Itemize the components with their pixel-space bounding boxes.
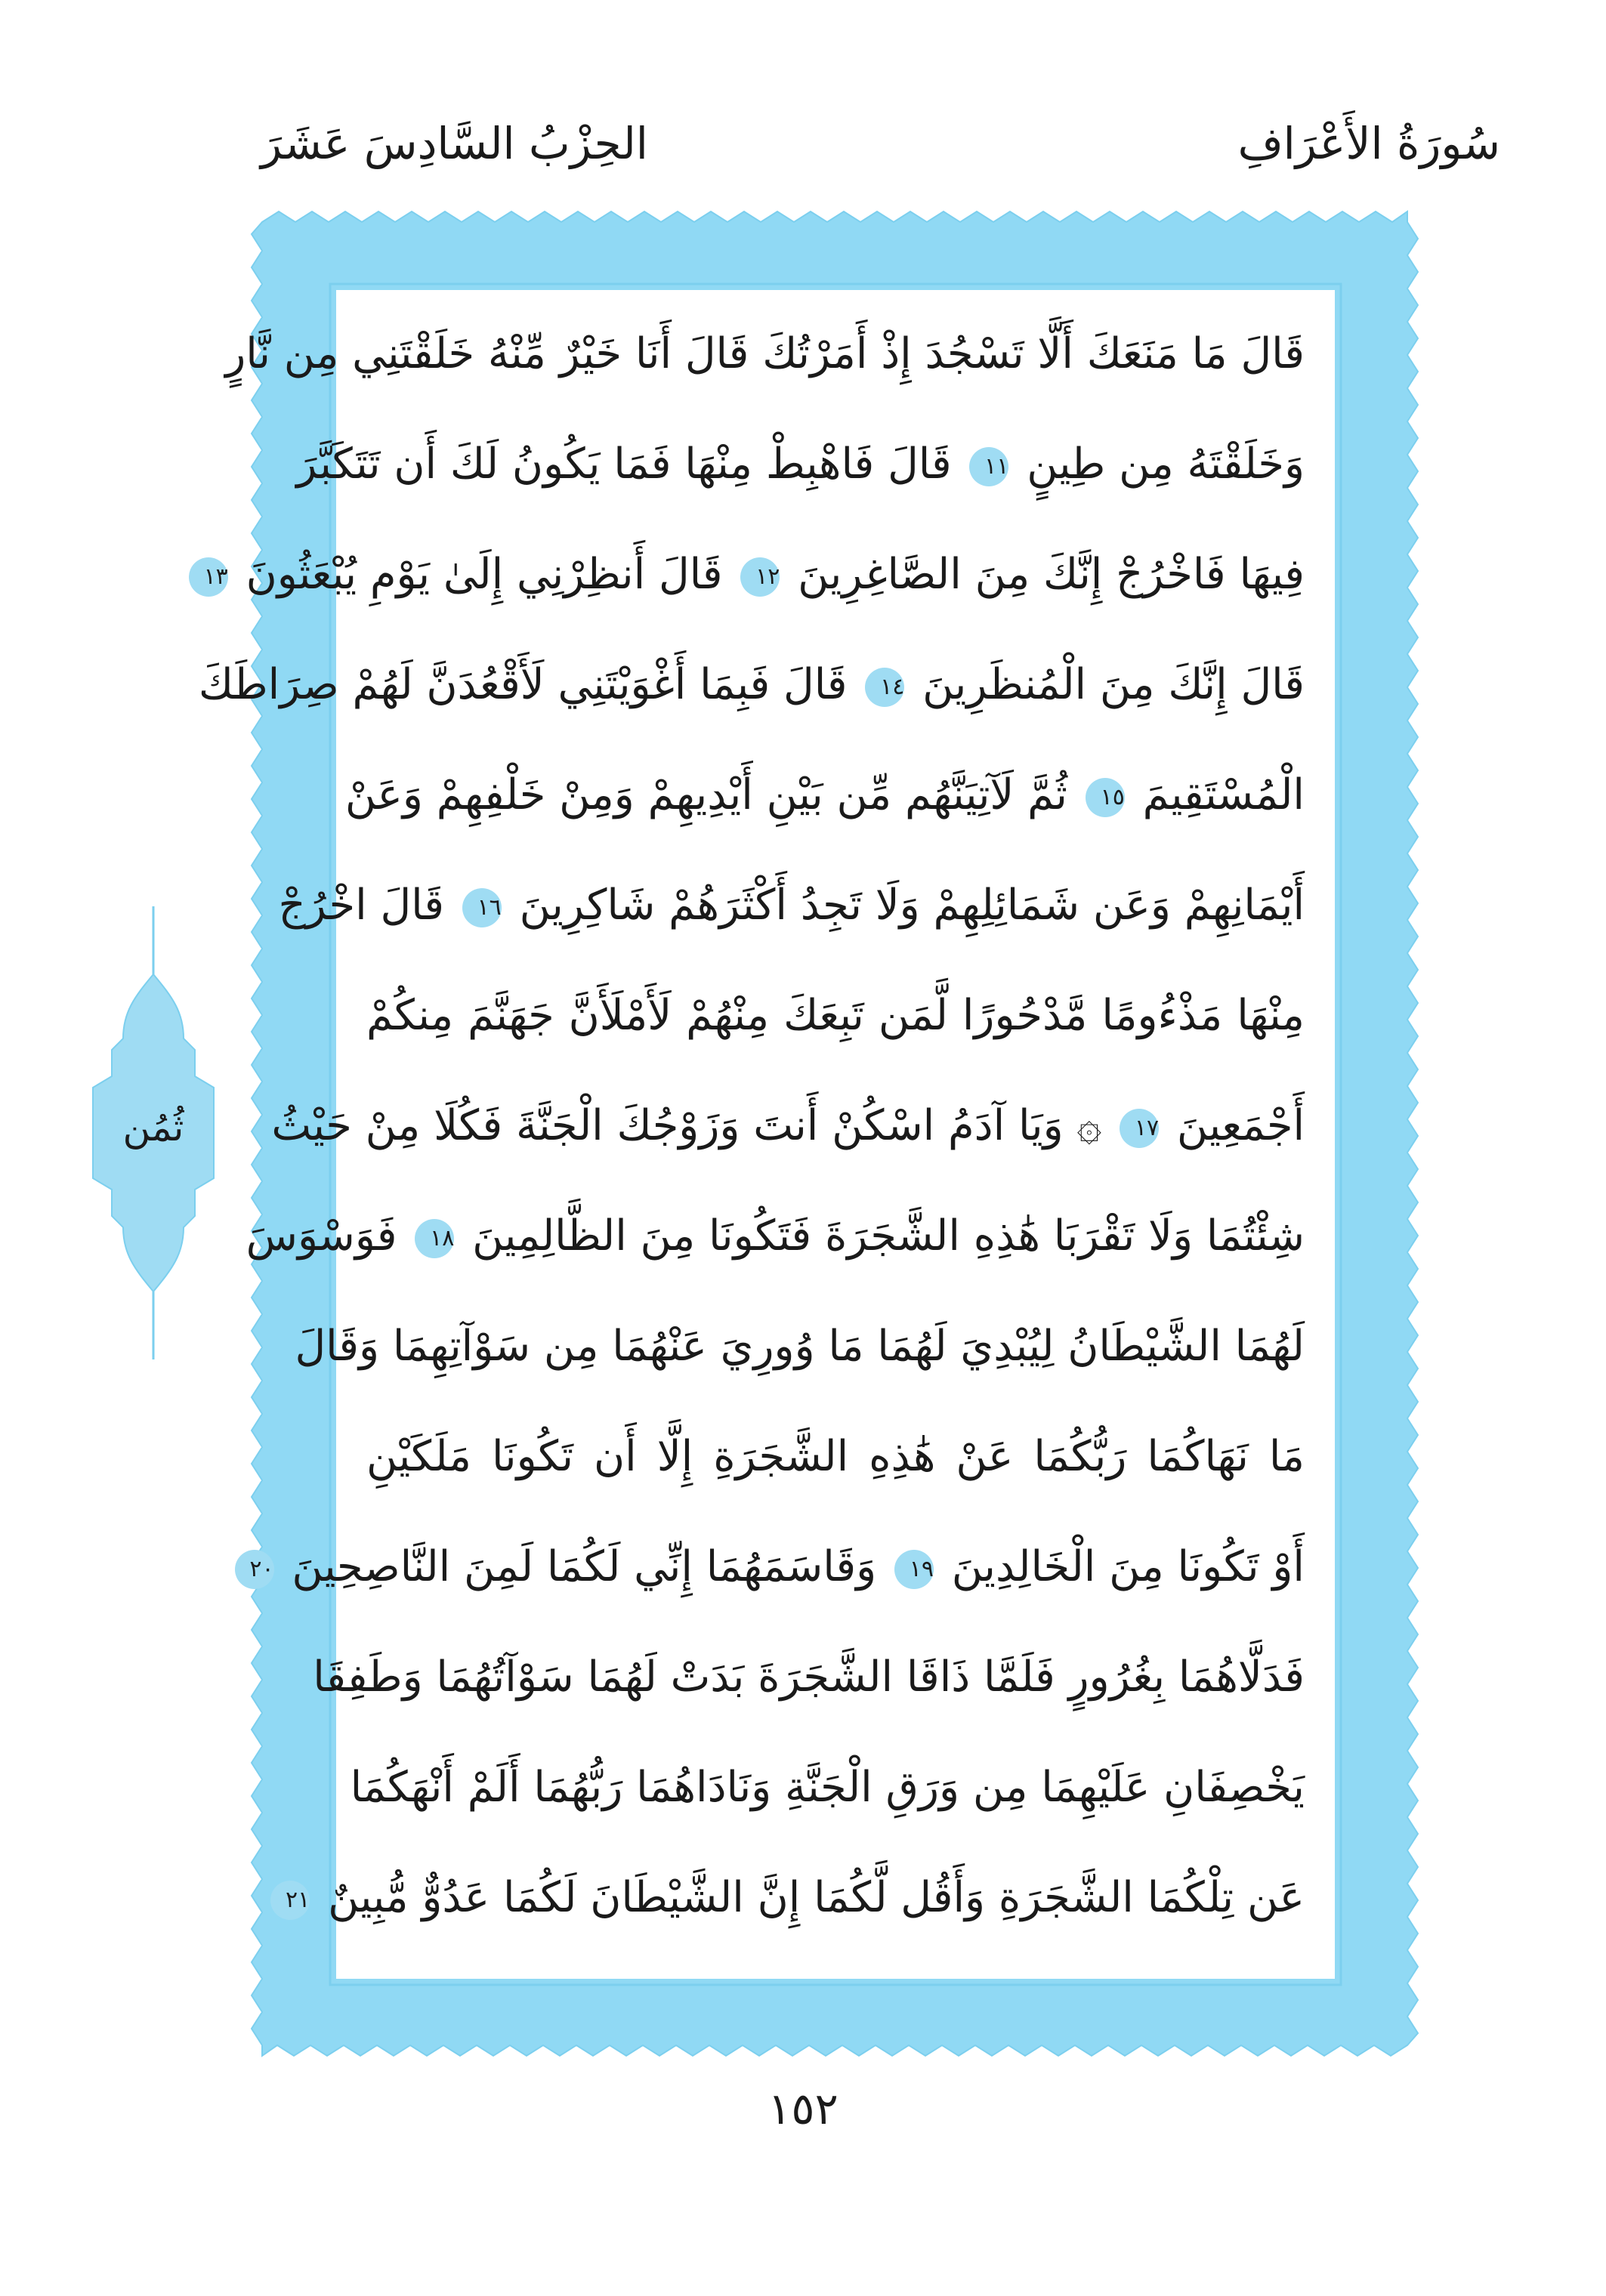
verse-text: فَدَلَّاهُمَا بِغُرُورٍ فَلَمَّا ذَاقَا الشَّجَرَةَ بَدَتْ لَهُمَا سَوْآتُهُمَا وَطَفِقَا [313, 1653, 1305, 1702]
verse-text: قَالَ فَاهْبِطْ مِنْهَا فَمَا يَكُونُ لَكَ أَن تَتَكَبَّرَ [296, 440, 952, 489]
verse-text: أَيْمَانِهِمْ وَعَن شَمَائِلِهِمْ وَلَا تَجِدُ أَكْثَرَهُمْ شَاكِرِينَ [519, 881, 1305, 930]
ayah-number-marker: ١٢ [740, 557, 780, 597]
thumun-label: ثُمُن [122, 1106, 184, 1150]
ayah-number-marker: ٢٠ [235, 1550, 274, 1589]
verse-line [278, 856, 1305, 955]
verse-text: لَهُمَا الشَّيْطَانُ لِيُبْدِيَ لَهُمَا مَا وُورِيَ عَنْهُمَا مِن سَوْآتِهِمَا وَقَالَ [295, 1322, 1305, 1371]
verse-text: فِيهَا فَاخْرُجْ إِنَّكَ مِنَ الصَّاغِرِينَ [798, 550, 1305, 599]
page-number: ١٥٢ [767, 2083, 839, 2134]
verse-text: فَوَسْوَسَ [246, 1211, 397, 1261]
hizb-label: الحِزْبُ السَّادِسَ عَشَرَ [261, 118, 648, 169]
ayah-number-marker: ١٣ [189, 557, 228, 597]
verse-line [366, 1408, 1305, 1506]
ayah-number-marker: ٢١ [270, 1881, 310, 1920]
verse-line [198, 636, 1305, 734]
page-frame [198, 205, 1424, 2062]
verse-line [203, 526, 1305, 624]
verse-text: ۞ وَيَا آدَمُ اسْكُنْ أَنتَ وَزَوْجُكَ الْجَنَّةَ فَكُلَا مِنْ حَيْثُ [271, 1101, 1102, 1150]
verse-text: يَخْصِفَانِ عَلَيْهِمَا مِن وَرَقِ الْجَنَّةِ وَنَادَاهُمَا رَبُّهُمَا أَلَمْ أَنْهَكُمَا [350, 1763, 1305, 1812]
ayah-number-marker: ١٤ [865, 668, 904, 707]
ayah-number-marker: ١٥ [1086, 778, 1125, 817]
verse-text: مَا نَهَاكُمَا رَبُّكُمَا عَنْ هَٰذِهِ الشَّجَرَةِ إِلَّا أَن تَكُونَا مَلَكَيْنِ [366, 1432, 1305, 1481]
verse-text: عَن تِلْكُمَا الشَّجَرَةِ وَأَقُل لَّكُمَا إِنَّ الشَّيْطَانَ لَكُمَا عَدُوٌّ مُّبِينٌ [328, 1873, 1305, 1922]
verse-text: قَالَ أَنظِرْنِي إِلَىٰ يَوْمِ يُبْعَثُونَ [246, 550, 723, 599]
verse-line [296, 415, 1305, 514]
verse-line [350, 1739, 1305, 1837]
verse-line [249, 1518, 1305, 1616]
verse-text: أَجْمَعِينَ [1176, 1101, 1305, 1150]
text-panel [198, 290, 1335, 1979]
verse-line [246, 1187, 1305, 1285]
ayah-number-marker: ١٧ [1120, 1109, 1159, 1148]
thumun-marker [82, 906, 225, 1359]
verse-line [225, 305, 1305, 403]
verse-text: ثُمَّ لَآتِيَنَّهُم مِّن بَيْنِ أَيْدِيهِمْ وَمِنْ خَلْفِهِمْ وَعَنْ [344, 770, 1068, 819]
verse-text: قَالَ اخْرُجْ [278, 881, 444, 930]
verse-line [344, 746, 1305, 844]
verse-text: الْمُسْتَقِيمَ [1142, 770, 1305, 819]
verse-text: أَوْ تَكُونَا مِنَ الْخَالِدِينَ [951, 1542, 1305, 1591]
verse-text: شِئْتُمَا وَلَا تَقْرَبَا هَٰذِهِ الشَّجَرَةَ فَتَكُونَا مِنَ الظَّالِمِينَ [472, 1211, 1305, 1261]
verse-text: وَقَاسَمَهُمَا إِنِّي لَكُمَا لَمِنَ النَّاصِحِينَ [292, 1542, 877, 1591]
ayah-number-marker: ١١ [969, 447, 1008, 486]
verse-lines [198, 305, 1305, 1964]
ayah-number-marker: ١٨ [415, 1219, 454, 1258]
verse-text: قَالَ مَا مَنَعَكَ أَلَّا تَسْجُدَ إِذْ أَمَرْتُكَ قَالَ أَنَا خَيْرٌ مِّنْهُ خَلَقْتَنِي مِن نَّارٍ [225, 329, 1305, 378]
verse-line [313, 1628, 1305, 1727]
verse-text: قَالَ فَبِمَا أَغْوَيْتَنِي لَأَقْعُدَنَّ لَهُمْ صِرَاطَكَ [198, 660, 848, 709]
verse-text: وَخَلَقْتَهُ مِن طِينٍ [1027, 440, 1305, 489]
verse-line [271, 1077, 1305, 1175]
surah-name: سُورَةُ الأَعْرَافِ [1237, 118, 1500, 169]
ayah-number-marker: ١٩ [894, 1550, 934, 1589]
verse-line [286, 1849, 1305, 1947]
ayah-number-marker: ١٦ [462, 888, 502, 927]
verse-line [295, 1298, 1305, 1396]
verse-text: مِنْهَا مَذْءُومًا مَّدْحُورًا لَّمَن تَبِعَكَ مِنْهُمْ لَأَمْلَأَنَّ جَهَنَّمَ مِنكُمْ [366, 991, 1305, 1040]
verse-line [366, 967, 1305, 1065]
verse-text: قَالَ إِنَّكَ مِنَ الْمُنظَرِينَ [922, 660, 1305, 709]
